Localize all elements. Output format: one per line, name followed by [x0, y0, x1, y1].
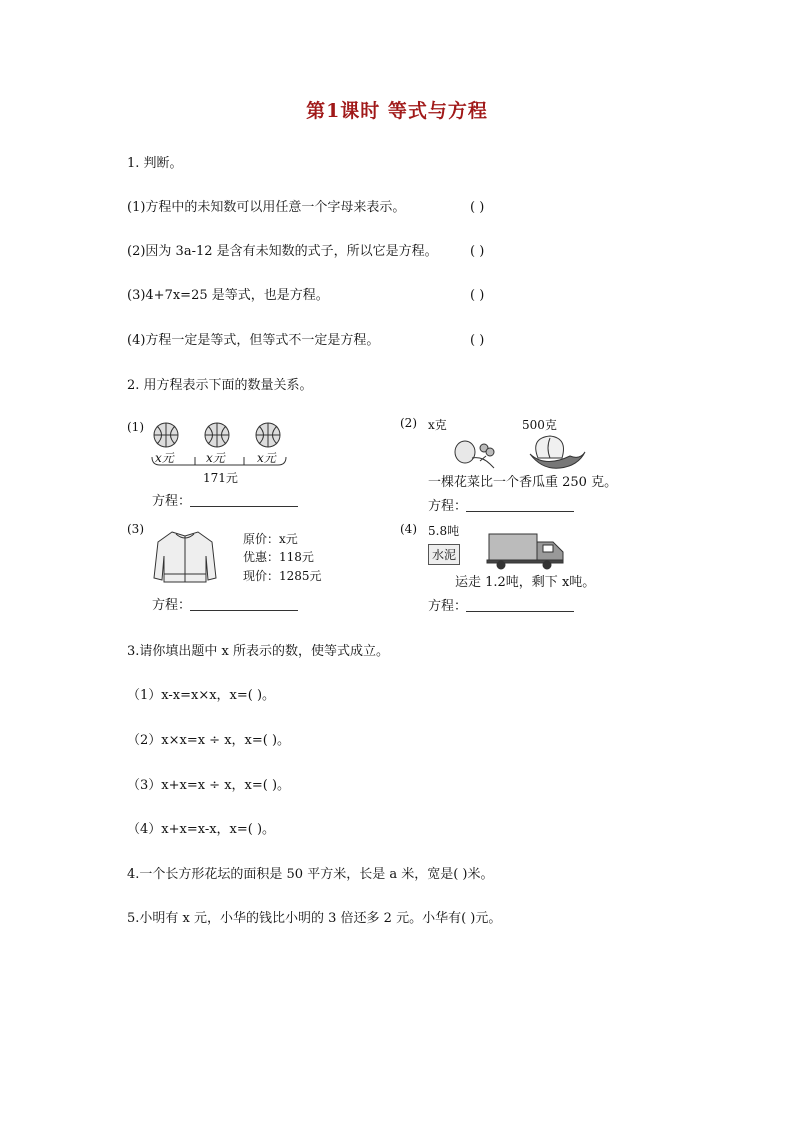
q3-item-4: （4）x+x=x-x，x=( )。: [127, 822, 276, 837]
q2-p2-eq-label: 方程：: [428, 499, 468, 514]
basketball-icon: [256, 423, 280, 447]
q3-item-2: （2）x×x=x ÷ x，x=( )。: [127, 733, 291, 748]
q1-item-1: (1)方程中的未知数可以用任意一个字母来表示。: [127, 200, 406, 215]
q1-item-2-paren[interactable]: ( ): [470, 244, 485, 259]
q2-p4-num: (4): [400, 522, 417, 536]
vegetables-illustration: [450, 428, 595, 470]
cement-weight-label: 5.8吨: [428, 524, 460, 538]
q1-item-4: (4)方程一定是等式，但等式不一定是方程。: [127, 333, 380, 348]
q2-p2-num: (2): [400, 416, 417, 430]
q1-item-3: (3)4+7x=25 是等式，也是方程。: [127, 288, 329, 303]
melon-icon: [530, 436, 585, 468]
q2-heading: 2. 用方程表示下面的数量关系。: [127, 378, 313, 393]
q4-text: 4.一个长方形花坛的面积是 50 平方米，长是 a 米，宽是( )米。: [127, 867, 494, 882]
q5-text: 5.小明有 x 元，小华的钱比小明的 3 倍还多 2 元。小华有( )元。: [127, 911, 502, 926]
cement-sign: 水泥: [428, 544, 460, 565]
ball-price-label-3: x元: [257, 451, 276, 465]
q3-item-3: （3）x+x=x ÷ x，x=( )。: [127, 778, 291, 793]
q2-p4-eq-label: 方程：: [428, 599, 468, 614]
jacket-illustration: [150, 528, 220, 586]
q1-item-3-paren[interactable]: ( ): [470, 288, 485, 303]
q2-p2-answer-line[interactable]: [466, 499, 574, 512]
q1-item-1-paren[interactable]: ( ): [470, 200, 485, 215]
basketball-icon: [205, 423, 229, 447]
q2-p1-eq-label: 方程：: [152, 494, 192, 509]
q2-p1-num: (1): [127, 420, 144, 434]
q2-p4-answer-line[interactable]: [466, 599, 574, 612]
truck-illustration: [485, 530, 567, 570]
q2-p4-sentence: 运走 1.2吨，剩下 x吨。: [455, 575, 596, 590]
truck-icon: [487, 534, 563, 569]
cauliflower-weight-label: x克: [428, 418, 447, 432]
q2-p1-answer-line[interactable]: [190, 494, 298, 507]
q2-p3-answer-line[interactable]: [190, 598, 298, 611]
q1-item-2: (2)因为 3a-12 是含有未知数的式子，所以它是方程。: [127, 244, 438, 259]
ball-total-label: 171元: [203, 471, 238, 485]
q3-item-1: （1）x-x=x×x，x=( )。: [127, 688, 276, 703]
discount-label: 优惠：118元: [243, 550, 314, 564]
page-title: 第1课时 等式与方程: [306, 100, 488, 122]
ball-price-label-1: x元: [155, 451, 174, 465]
jacket-icon: [154, 532, 216, 582]
basketball-icon: [154, 423, 178, 447]
q1-item-4-paren[interactable]: ( ): [470, 333, 485, 348]
q2-p3-eq-label: 方程：: [152, 598, 192, 613]
original-price-label: 原价：x元: [243, 532, 298, 546]
ball-price-label-2: x元: [206, 451, 225, 465]
q2-p3-num: (3): [127, 522, 144, 536]
cauliflower-icon: [455, 441, 494, 468]
q1-heading: 1. 判断。: [127, 156, 183, 171]
q3-heading: 3.请你填出题中 x 所表示的数，使等式成立。: [127, 644, 389, 659]
melon-weight-label: 500克: [522, 418, 557, 432]
q2-p2-sentence: 一棵花菜比一个香瓜重 250 克。: [428, 475, 618, 490]
current-price-label: 现价：1285元: [243, 569, 322, 583]
